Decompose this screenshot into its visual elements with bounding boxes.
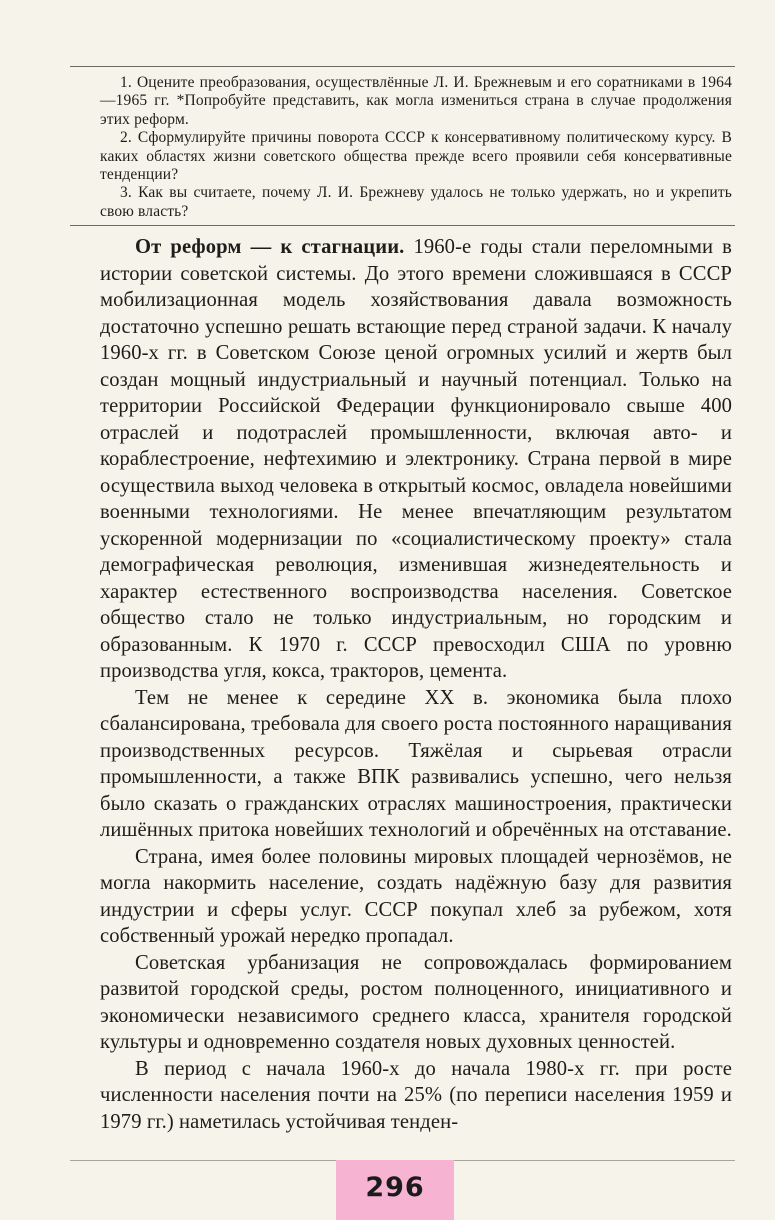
top-divider	[70, 66, 735, 67]
page-number-tab	[336, 1160, 454, 1220]
paragraph-1-text: 1960-е годы стали переломными в истории советской системы. До этого времени сложившаяся в СССР мобилизационная модель хозяйствования давала возможность достаточно успешно решать встающие перед страной задачи. К началу 1960-х гг. в Советском Союзе ценой огромных усилий и жертв был создан мощный индустриальный и научный потенциал. Только на территории Российской Федерации функционировало свыше 400 отраслей и подотраслей промышленности, включая авто- и кораблестроение, нефтехимию и электронику. Страна первой в мире осуществила выход человека в открытый космос, овладела новейшими военными технологиями. Не менее впечатляющим результатом ускоренной модернизации по «социалистическому проекту» стала демографическая революция, изменившая жизнедеятельность и характер естественного воспроизводства населения. Советское общество стало не только индустриальным, но городским и образованным. К 1970 г. СССР превосходил США по уровню производства угля, кокса, тракторов, цемента.	[100, 236, 732, 682]
paragraph-1	[100, 234, 732, 685]
section-body	[100, 234, 732, 1135]
section-heading: От реформ — к стагнации.	[135, 236, 405, 258]
paragraph-3: Страна, имея более половины мировых площадей чернозёмов, не могла накормить население, создать надёжную базу для развития индустрии и сферы услуг. СССР покупал хлеб за рубежом, хотя собственный урожай нередко пропадал.	[100, 845, 732, 947]
review-questions	[100, 74, 732, 221]
question-2: 2. Сформулируйте причины поворота СССР к консервативному политическому курсу. В каких областях жизни советского общества прежде всего проявили себя консервативные тенденции?	[100, 129, 732, 184]
question-1: 1. Оцените преобразования, осуществлённые Л. И. Брежневым и его соратниками в 1964—1965 гг. *Попробуйте представить, как могла измениться страна в случае продолжения этих реформ.	[100, 74, 732, 128]
paragraph-5: В период с начала 1960-х до начала 1980-х гг. при росте численности населения почти на 25% (по переписи населения 1959 и 1979 гг.) наметилась устойчивая тенден-	[100, 1057, 732, 1133]
question-3: 3. Как вы считаете, почему Л. И. Брежневу удалось не только удержать, но и укрепить свою власть?	[100, 184, 732, 220]
paragraph-2: Тем не менее к середине XX в. экономика была плохо сбалансирована, требовала для своего роста постоянного наращивания производственных ресурсов. Тяжёлая и сырьевая отрасли промышленности, а также ВПК развивались успешно, чего нельзя было сказать о гражданских отраслях машиностроения, практически лишённых притока новейших технологий и обречённых на отставание.	[100, 686, 732, 841]
section-divider	[70, 225, 735, 226]
paragraph-4: Советская урбанизация не сопровождалась формированием развитой городской среды, ростом полноценного, инициативного и экономически независимого среднего класса, хранителя городской культуры и одновременно создателя новых духовных ценностей.	[100, 951, 732, 1053]
page-number: 296	[365, 1172, 425, 1203]
